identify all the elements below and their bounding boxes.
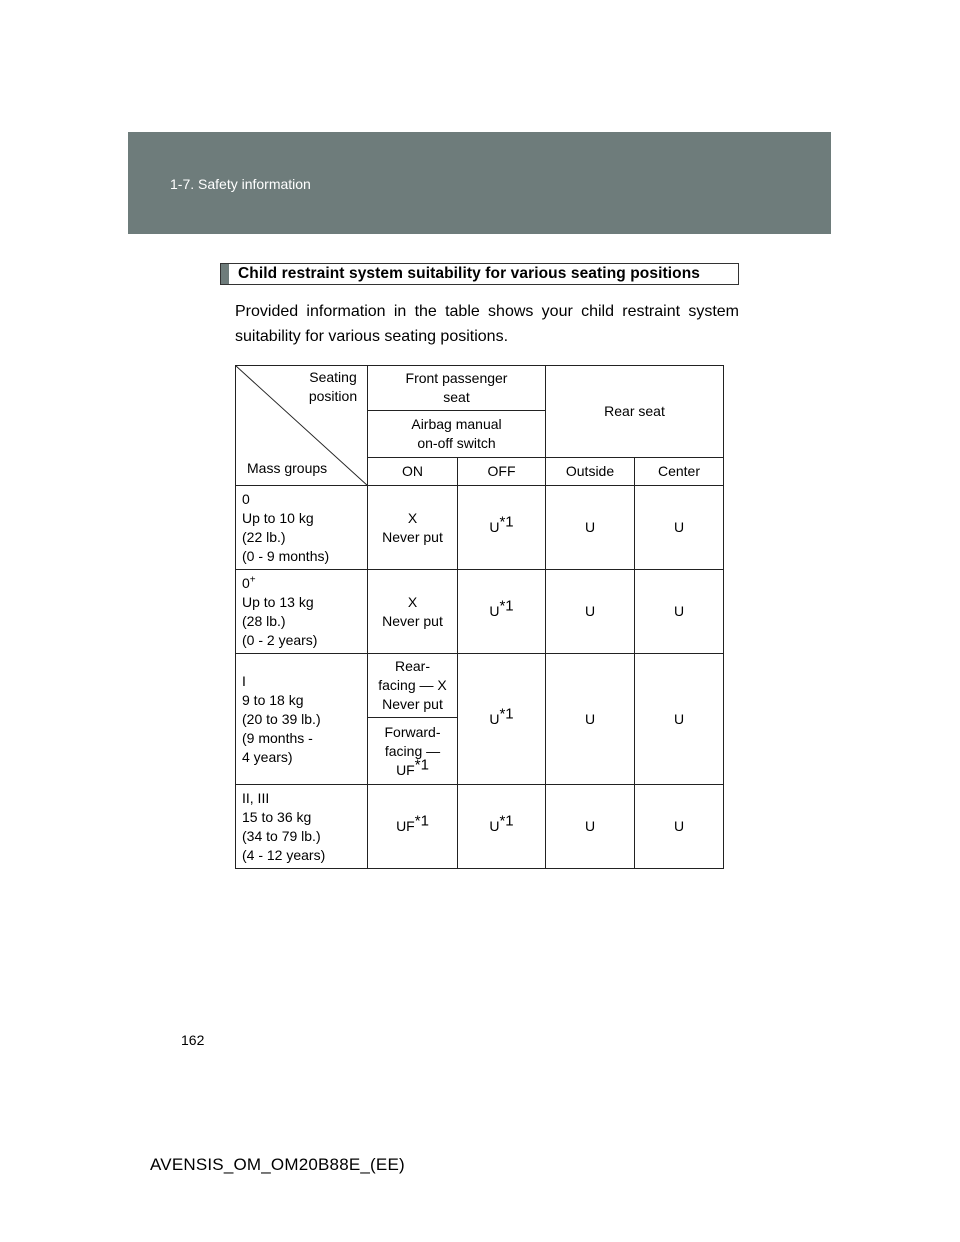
plus-sup: + [249, 573, 256, 585]
col-center-header: Center [635, 458, 724, 486]
page-number: 162 [181, 1032, 205, 1048]
cell-outside: U [546, 486, 635, 570]
mass-line: (0 - 2 years) [242, 631, 318, 648]
footnote-ref: *1 [414, 812, 429, 830]
corner-bottom-label: Mass groups [247, 460, 328, 476]
mass-group-value: 0 [242, 574, 250, 591]
table-row [236, 570, 724, 654]
mass-line: 4 years) [242, 748, 293, 765]
cell-center: U [635, 654, 724, 785]
cell-on [368, 486, 458, 570]
col-outside-header: Outside [546, 458, 635, 486]
footnote-ref: *1 [499, 597, 514, 615]
rear-seat-header: Rear seat [546, 366, 724, 458]
section-title-text: Child restraint system suitability for various seating positions [238, 265, 701, 282]
cell-line: Never put [382, 612, 443, 629]
mass-line: (28 lb.) [242, 612, 286, 629]
mass-line: (0 - 9 months) [242, 547, 330, 564]
mass-group-0-plus [236, 570, 368, 654]
cell-value: UF [396, 761, 415, 778]
cell-off [458, 785, 546, 869]
cell-outside: U [546, 654, 635, 785]
mass-line: Up to 10 kg [242, 509, 314, 526]
footnote-ref: *1 [414, 755, 429, 773]
mass-line: 9 to 18 kg [242, 691, 304, 708]
cell-line: X [407, 509, 418, 526]
cell-off [458, 486, 546, 570]
table-row [236, 654, 724, 718]
cell-center: U [635, 570, 724, 654]
cell-on [368, 570, 458, 654]
cell-line: Rear- [394, 658, 430, 674]
cell-center: U [635, 486, 724, 570]
section-title-bar [221, 264, 229, 284]
cell-line: Never put [382, 528, 443, 545]
corner-top-label [293, 368, 373, 406]
airbag-switch-header [368, 411, 546, 458]
header-band [128, 132, 831, 234]
cell-center: U [635, 785, 724, 869]
cell-value: U [489, 519, 500, 535]
table-row [236, 486, 724, 570]
mass-line: (20 to 39 lb.) [242, 710, 321, 727]
mass-line: II, III [242, 789, 270, 806]
cell-on-rear-facing [368, 654, 458, 718]
section-label: 1-7. Safety information [170, 176, 311, 192]
cell-outside: U [546, 785, 635, 869]
corner-top-line1: Seating [309, 369, 357, 385]
front-passenger-line1: Front passenger [405, 370, 508, 386]
cell-value: U [489, 818, 500, 834]
mass-line: (4 - 12 years) [242, 846, 326, 863]
col-on-header: ON [368, 458, 458, 486]
suitability-table [235, 365, 724, 869]
cell-line: Forward- [384, 723, 441, 740]
cell-outside: U [546, 570, 635, 654]
cell-line [368, 755, 457, 780]
footer-code: AVENSIS_OM_OM20B88E_(EE) [150, 1155, 405, 1174]
cell-value: UF [396, 818, 415, 834]
footnote-ref: *1 [499, 812, 514, 830]
col-off-header: OFF [458, 458, 546, 486]
mass-group-2-3 [236, 785, 368, 869]
footnote-ref: *1 [499, 513, 514, 531]
cell-line: Never put [382, 696, 443, 712]
mass-group-0 [236, 486, 368, 570]
cell-off [458, 570, 546, 654]
front-passenger-line2: seat [443, 389, 470, 405]
cell-line: facing — X [378, 677, 447, 693]
cell-on [368, 785, 458, 869]
corner-top-line2: position [308, 388, 358, 404]
cell-off [458, 654, 546, 785]
cell-value: U [489, 603, 500, 619]
front-passenger-header [368, 366, 546, 411]
mass-line: 15 to 36 kg [242, 808, 312, 825]
section-title [220, 263, 739, 285]
mass-line [242, 574, 367, 593]
footnote-ref: *1 [499, 704, 514, 722]
mass-line: Up to 13 kg [242, 593, 314, 610]
airbag-line2: on-off switch [417, 435, 496, 451]
intro-paragraph: Provided information in the table shows your child restraint system suitability for various seating positions. [235, 303, 739, 345]
mass-line: (22 lb.) [242, 528, 286, 545]
table-row [236, 785, 724, 869]
cell-on-forward-facing [368, 718, 458, 785]
corner-cell [236, 366, 368, 486]
mass-line: I [242, 672, 246, 689]
mass-line: (9 months - [242, 729, 313, 746]
airbag-line1: Airbag manual [411, 416, 502, 432]
mass-line: (34 to 79 lb.) [242, 827, 321, 844]
cell-line: facing — [384, 742, 441, 759]
mass-line: 0 [242, 490, 250, 507]
mass-group-1 [236, 654, 368, 785]
cell-value: U [489, 710, 500, 727]
cell-line: X [407, 593, 418, 610]
